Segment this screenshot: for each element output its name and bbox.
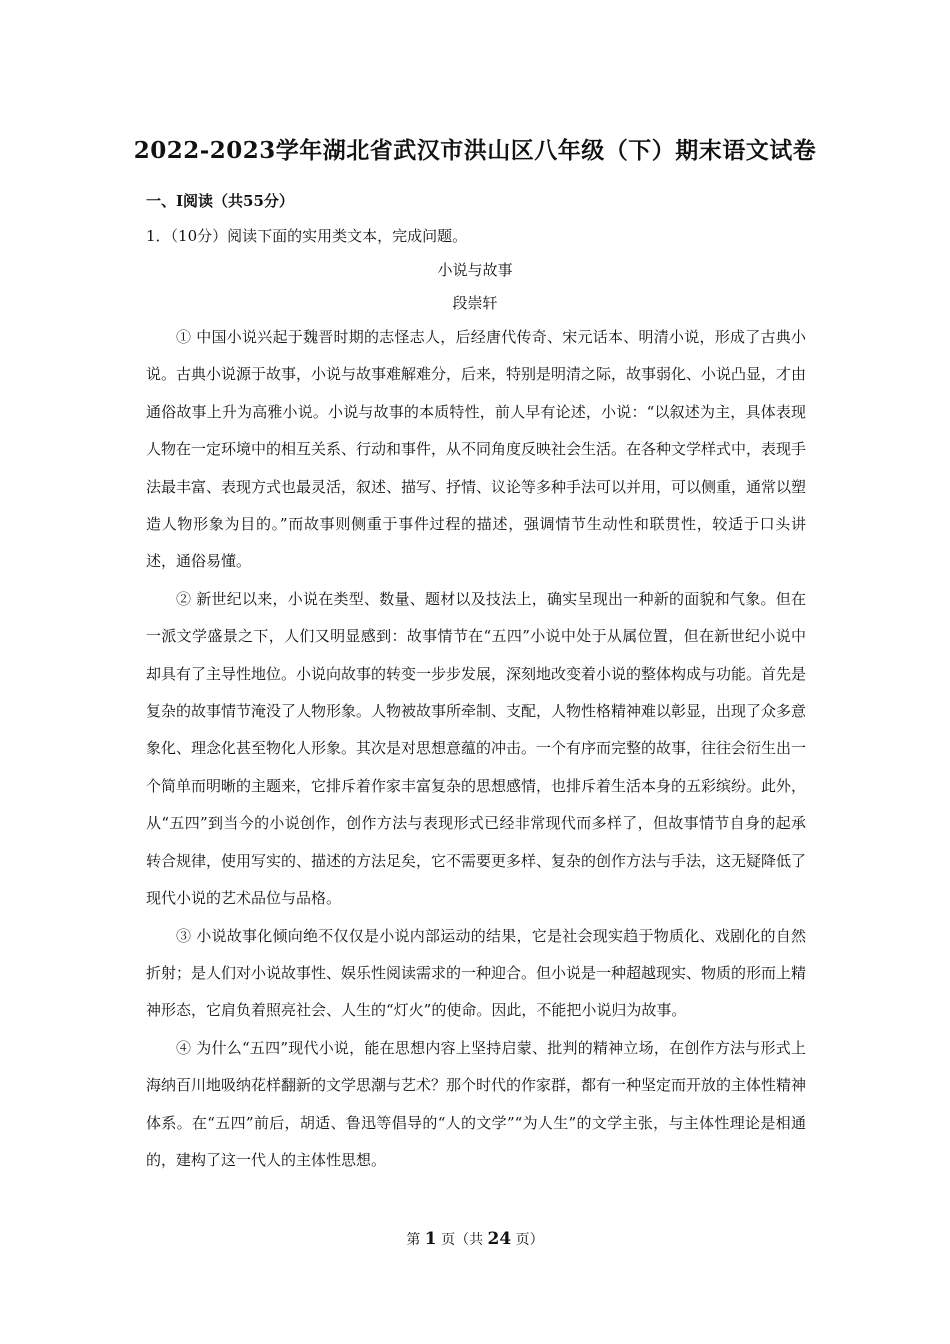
article-paragraph-1: ① 中国小说兴起于魏晋时期的志怪志人，后经唐代传奇、宋元话本、明清小说，形成了古典小说。古典小说源于故事，小说与故事难解难分，后来，特别是明清之际，故事弱化、小说凸显，才由通俗故事上升为高雅小说。小说与故事的本质特性，前人早有论述，小说：“以叙述为主，具体表现人物在一定环境中的相互关系、行动和事件，从不同角度反映社会生活。在各种文学样式中，表现手法最丰富、表现方式也最灵活，叙述、描写、抒情、议论等多种手法可以并用，可以侧重，通常以塑造人物形象为目的。”而故事则侧重于事件过程的描述，强调情节生动性和联贯性，较适于口头讲述，通俗易懂。: [146, 328, 807, 571]
page-footer: [0, 1229, 950, 1249]
footer-prefix: 第: [406, 1232, 421, 1248]
footer-suffix: 页）: [515, 1232, 544, 1248]
exam-title: 2022-2023学年湖北省武汉市洪山区八年级（下）期末语文试卷: [133, 137, 817, 164]
article-paragraph-3: ③ 小说故事化倾向绝不仅仅是小说内部运动的结果，它是社会现实趋于物质化、戏剧化的自然折射；是人们对小说故事性、娱乐性阅读需求的一种迎合。但小说是一种超越现实、物质的形而上精神形态，它肩负着照亮社会、人生的“灯火”的使命。因此，不能把小说归为故事。: [146, 926, 807, 1020]
article-body: [146, 319, 806, 1179]
article-paragraph-4: ④ 为什么“五四”现代小说，能在思想内容上坚持启蒙、批判的精神立场，在创作方法与形式上海纳百川地吸纳花样翻新的文学思潮与艺术？那个时代的作家群，都有一种坚定而开放的主体性精神体系。在“五四”前后，胡适、鲁迅等倡导的“人的文学”“为人生”的文学主张，与主体性理论是相通的，建构了这一代人的主体性思想。: [146, 1038, 807, 1169]
article-title: 小说与故事: [437, 261, 513, 279]
article-author: 段崇轩: [452, 294, 498, 312]
footer-total-pages: 24: [487, 1229, 512, 1249]
section-heading: 一、I阅读（共55分）: [146, 192, 294, 210]
footer-middle: 页（共: [441, 1232, 484, 1248]
article-paragraph-2: ② 新世纪以来，小说在类型、数量、题材以及技法上，确实呈现出一种新的面貌和气象。但在一派文学盛景之下，人们又明显感到：故事情节在“五四”小说中处于从属位置，但在新世纪小说中却具有了主导性地位。小说向故事的转变一步步发展，深刻地改变着小说的整体构成与功能。首先是复杂的故事情节淹没了人物形象。人物被故事所牵制、支配，人物性格精神难以彰显，出现了众多意象化、理念化甚至物化人形象。其次是对思想意蕴的冲击。一个有序而完整的故事，往往会衍生出一个简单而明晰的主题来，它排斥着作家丰富复杂的思想感情，也排斥着生活本身的五彩缤纷。此外，从“五四”到当今的小说创作，创作方法与表现形式已经非常现代而多样了，但故事情节自身的起承转合规律，使用写实的、描述的方法足矣，它不需要更多样、复杂的创作方法与手法，这无疑降低了现代小说的艺术品位与品格。: [146, 589, 807, 908]
footer-page-number: 1: [424, 1229, 437, 1249]
question-prompt: 1．（10分）阅读下面的实用类文本，完成问题。: [146, 227, 468, 245]
